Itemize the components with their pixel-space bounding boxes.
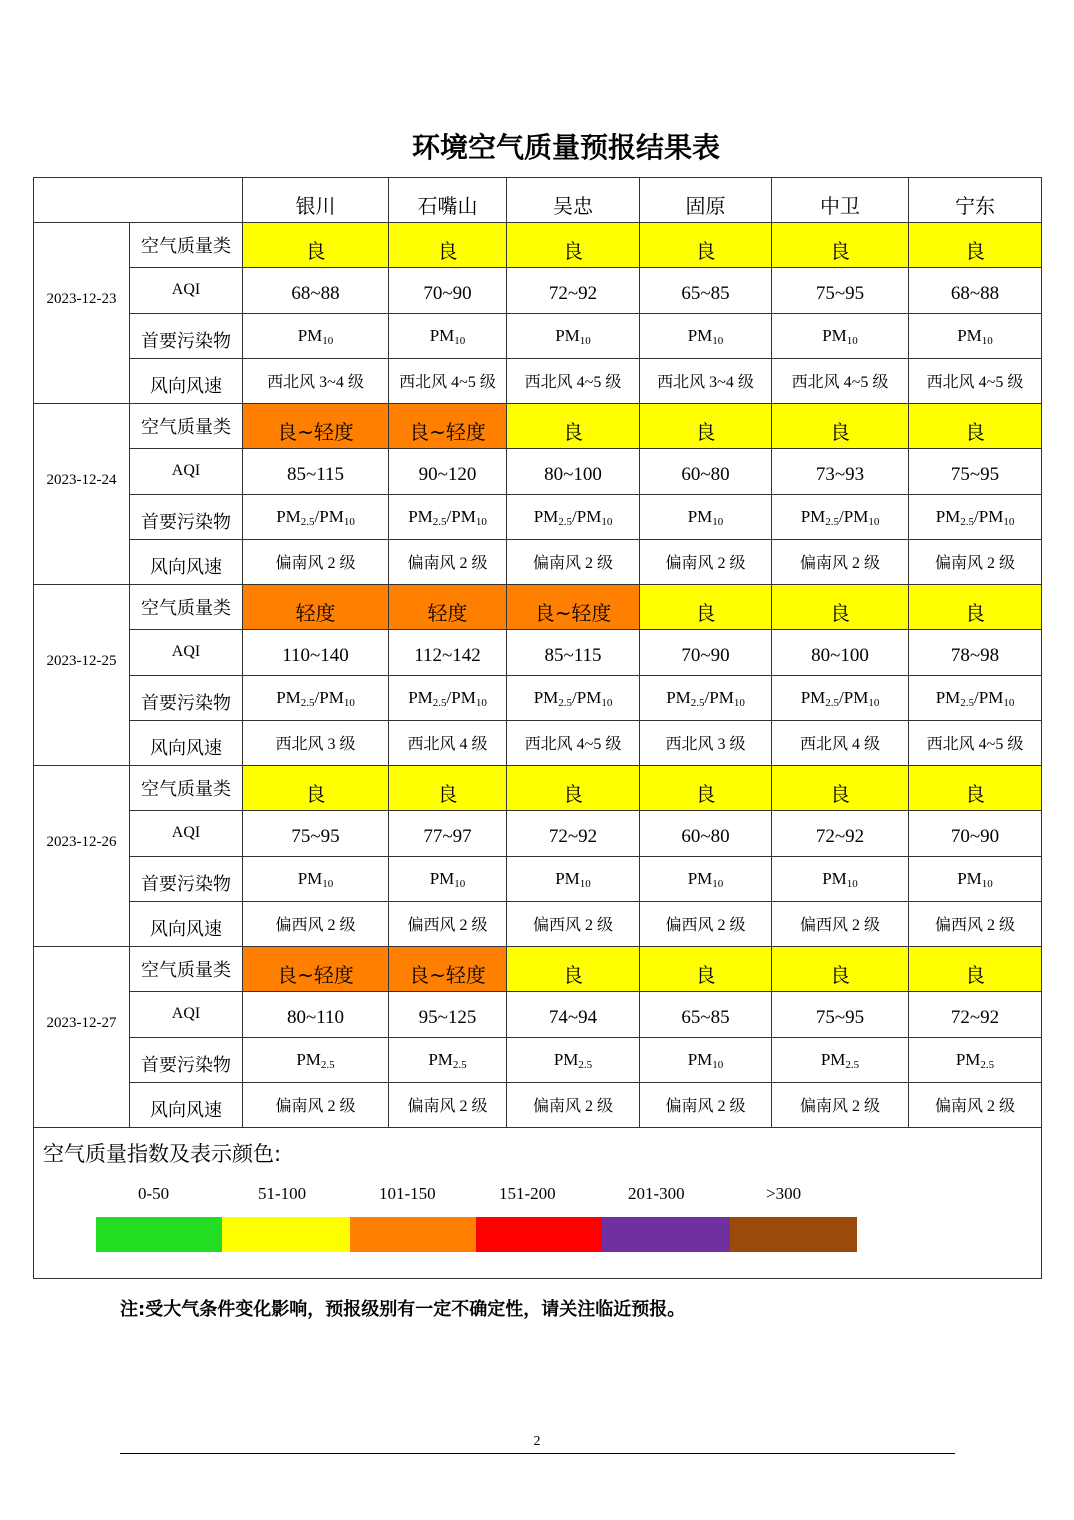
pollutant-cell: $PM_{2.5}/PM_{10}$ <box>909 494 1042 539</box>
quality-cell: 良 <box>640 585 772 630</box>
row-label-quality: 空气质量类 <box>130 947 243 992</box>
row-label-aqi: AQI <box>130 992 243 1037</box>
pollutant-cell: $PM_{10}$ <box>640 494 772 539</box>
subscript: 2.5 <box>300 696 315 709</box>
pollutant-cell: $PM_{10}$ <box>389 313 507 358</box>
quality-cell: 良 <box>909 766 1042 811</box>
forecast-row-pollutant <box>34 1037 1042 1082</box>
pollutant-cell: $PM_{2.5}/PM_{10}$ <box>772 675 909 720</box>
legend-range-label: 0-50 <box>138 1184 170 1203</box>
wind-cell: 偏南风 2 级 <box>243 539 389 584</box>
wind-cell: 偏南风 2 级 <box>772 539 909 584</box>
footer-divider <box>120 1453 955 1454</box>
subscript: 10 <box>868 696 880 709</box>
forecast-row-pollutant <box>34 494 1042 539</box>
row-label-pollutant: 首要污染物 <box>130 675 243 720</box>
date-cell: 2023-12-24 <box>34 404 130 585</box>
row-label-pollutant: 首要污染物 <box>130 856 243 901</box>
subscript: 2.5 <box>845 1058 860 1071</box>
legend-color-swatch <box>602 1217 730 1252</box>
aqi-cell: 72~92 <box>507 811 640 856</box>
forecast-row-pollutant <box>34 675 1042 720</box>
legend-color-swatch <box>350 1217 476 1252</box>
subscript: 10 <box>343 515 355 528</box>
aqi-cell: 65~85 <box>640 992 772 1037</box>
aqi-cell: 80~100 <box>772 630 909 675</box>
quality-cell: 良~轻度 <box>243 404 389 449</box>
legend-color-swatch <box>96 1217 222 1252</box>
subscript: 10 <box>712 1058 724 1071</box>
wind-cell: 偏南风 2 级 <box>389 539 507 584</box>
forecast-row-quality <box>34 766 1042 811</box>
quality-cell: 良 <box>772 585 909 630</box>
legend-body <box>34 1128 1042 1279</box>
subscript: 10 <box>846 877 858 890</box>
forecast-row-quality <box>34 585 1042 630</box>
wind-cell: 偏南风 2 级 <box>909 1082 1042 1127</box>
quality-cell: 良 <box>507 766 640 811</box>
pollutant-cell: $PM_{10}$ <box>243 856 389 901</box>
pollutant-cell: $PM_{10}$ <box>640 1037 772 1082</box>
forecast-row-aqi <box>34 630 1042 675</box>
city-header-guyuan: 固原 <box>640 178 772 223</box>
legend-row <box>34 1128 1042 1279</box>
date-cell: 2023-12-26 <box>34 766 130 947</box>
aqi-cell: 78~98 <box>909 630 1042 675</box>
wind-cell: 偏南风 2 级 <box>909 539 1042 584</box>
subscript: 10 <box>712 515 724 528</box>
quality-cell: 良 <box>909 404 1042 449</box>
legend-color-swatch <box>476 1217 602 1252</box>
quality-cell: 良 <box>507 223 640 268</box>
subscript: 10 <box>322 334 334 347</box>
aqi-cell: 65~85 <box>640 268 772 313</box>
aqi-cell: 77~97 <box>389 811 507 856</box>
wind-cell: 西北风 3~4 级 <box>640 358 772 403</box>
forecast-row-aqi <box>34 811 1042 856</box>
pollutant-cell: $PM_{10}$ <box>640 856 772 901</box>
wind-cell: 偏南风 2 级 <box>772 1082 909 1127</box>
row-label-wind: 风向风速 <box>130 358 243 403</box>
aqi-cell: 60~80 <box>640 449 772 494</box>
forecast-row-wind <box>34 1082 1042 1127</box>
pollutant-cell: $PM_{10}$ <box>507 856 640 901</box>
quality-cell: 良 <box>772 947 909 992</box>
quality-cell: 良 <box>507 947 640 992</box>
row-label-aqi: AQI <box>130 811 243 856</box>
row-label-quality: 空气质量类 <box>130 223 243 268</box>
quality-cell: 轻度 <box>389 585 507 630</box>
quality-cell: 良 <box>772 223 909 268</box>
pollutant-cell: $PM_{2.5}$ <box>909 1037 1042 1082</box>
row-label-pollutant: 首要污染物 <box>130 494 243 539</box>
pollutant-cell: $PM_{10}$ <box>909 313 1042 358</box>
quality-cell: 良 <box>909 585 1042 630</box>
legend-color-swatch <box>730 1217 857 1252</box>
subscript: 10 <box>454 877 466 890</box>
wind-cell: 偏西风 2 级 <box>772 901 909 946</box>
wind-cell: 偏西风 2 级 <box>909 901 1042 946</box>
quality-cell: 良 <box>389 766 507 811</box>
legend-range-label: 201-300 <box>628 1184 685 1203</box>
table-header <box>34 178 1042 223</box>
forecast-row-wind <box>34 539 1042 584</box>
page-number: 2 <box>533 1434 541 1449</box>
pollutant-cell: $PM_{10}$ <box>389 856 507 901</box>
wind-cell: 偏南风 2 级 <box>507 539 640 584</box>
subscript: 2.5 <box>825 696 840 709</box>
aqi-cell: 80~110 <box>243 992 389 1037</box>
subscript: 10 <box>322 877 334 890</box>
forecast-row-wind <box>34 901 1042 946</box>
date-cell: 2023-12-25 <box>34 585 130 766</box>
subscript: 10 <box>712 334 724 347</box>
aqi-cell: 70~90 <box>389 268 507 313</box>
wind-cell: 西北风 4~5 级 <box>772 358 909 403</box>
subscript: 2.5 <box>300 515 315 528</box>
pollutant-cell: $PM_{2.5}/PM_{10}$ <box>640 675 772 720</box>
quality-cell: 良~轻度 <box>243 947 389 992</box>
wind-cell: 偏南风 2 级 <box>640 539 772 584</box>
subscript: 2.5 <box>825 515 840 528</box>
row-label-aqi: AQI <box>130 630 243 675</box>
quality-cell: 良 <box>640 404 772 449</box>
header-corner-cell <box>34 178 243 223</box>
date-cell: 2023-12-27 <box>34 947 130 1128</box>
aqi-cell: 68~88 <box>243 268 389 313</box>
pollutant-cell: $PM_{10}$ <box>909 856 1042 901</box>
pollutant-cell: $PM_{10}$ <box>772 313 909 358</box>
row-label-aqi: AQI <box>130 268 243 313</box>
pollutant-cell: $PM_{2.5}/PM_{10}$ <box>507 494 640 539</box>
wind-cell: 西北风 4~5 级 <box>507 358 640 403</box>
quality-cell: 良 <box>507 404 640 449</box>
subscript: 10 <box>475 515 487 528</box>
quality-cell: 良~轻度 <box>389 947 507 992</box>
subscript: 10 <box>733 696 745 709</box>
row-label-pollutant: 首要污染物 <box>130 313 243 358</box>
wind-cell: 西北风 4~5 级 <box>909 720 1042 765</box>
pollutant-cell: $PM_{2.5}/PM_{10}$ <box>243 675 389 720</box>
aqi-cell: 80~100 <box>507 449 640 494</box>
wind-cell: 偏西风 2 级 <box>640 901 772 946</box>
aqi-cell: 110~140 <box>243 630 389 675</box>
subscript: 2.5 <box>578 1058 593 1071</box>
forecast-row-quality <box>34 404 1042 449</box>
wind-cell: 西北风 3~4 级 <box>243 358 389 403</box>
quality-cell: 良 <box>640 947 772 992</box>
pollutant-cell: $PM_{2.5}/PM_{10}$ <box>507 675 640 720</box>
subscript: 10 <box>579 334 591 347</box>
document-title: 环境空气质量预报结果表 <box>411 131 720 164</box>
quality-cell: 轻度 <box>243 585 389 630</box>
pollutant-cell: $PM_{2.5}$ <box>507 1037 640 1082</box>
subscript: 10 <box>579 877 591 890</box>
aqi-cell: 85~115 <box>243 449 389 494</box>
subscript: 10 <box>454 334 466 347</box>
wind-cell: 西北风 3 级 <box>640 720 772 765</box>
legend-range-label: 101-150 <box>379 1184 436 1203</box>
quality-cell: 良 <box>243 223 389 268</box>
subscript: 2.5 <box>690 696 705 709</box>
row-label-quality: 空气质量类 <box>130 404 243 449</box>
subscript: 2.5 <box>960 515 975 528</box>
aqi-cell: 85~115 <box>507 630 640 675</box>
quality-cell: 良~轻度 <box>507 585 640 630</box>
wind-cell: 偏南风 2 级 <box>507 1082 640 1127</box>
aqi-cell: 75~95 <box>243 811 389 856</box>
aqi-cell: 75~95 <box>772 992 909 1037</box>
aqi-cell: 70~90 <box>909 811 1042 856</box>
pollutant-cell: $PM_{10}$ <box>640 313 772 358</box>
forecast-row-aqi <box>34 992 1042 1037</box>
forecast-row-aqi <box>34 449 1042 494</box>
wind-cell: 偏南风 2 级 <box>640 1082 772 1127</box>
subscript: 2.5 <box>960 696 975 709</box>
wind-cell: 偏西风 2 级 <box>243 901 389 946</box>
legend-title: 空气质量指数及表示颜色: <box>43 1142 282 1166</box>
subscript: 2.5 <box>558 515 573 528</box>
subscript: 2.5 <box>452 1058 467 1071</box>
pollutant-cell: $PM_{2.5}/PM_{10}$ <box>909 675 1042 720</box>
pollutant-cell: $PM_{2.5}/PM_{10}$ <box>243 494 389 539</box>
city-header-shizuishan: 石嘴山 <box>389 178 507 223</box>
quality-cell: 良 <box>909 223 1042 268</box>
forecast-row-pollutant <box>34 313 1042 358</box>
date-cell: 2023-12-23 <box>34 223 130 404</box>
aqi-cell: 73~93 <box>772 449 909 494</box>
subscript: 2.5 <box>320 1058 335 1071</box>
pollutant-cell: $PM_{10}$ <box>507 313 640 358</box>
wind-cell: 西北风 4~5 级 <box>909 358 1042 403</box>
legend-range-label: 151-200 <box>499 1184 556 1203</box>
forecast-body <box>34 223 1042 1128</box>
air-quality-forecast-table <box>33 177 1042 1279</box>
subscript: 10 <box>846 334 858 347</box>
aqi-cell: 112~142 <box>389 630 507 675</box>
legend-color-swatch <box>222 1217 350 1252</box>
aqi-cell: 72~92 <box>772 811 909 856</box>
city-header-wuzhong: 吴忠 <box>507 178 640 223</box>
wind-cell: 偏西风 2 级 <box>389 901 507 946</box>
subscript: 10 <box>601 696 613 709</box>
aqi-cell: 75~95 <box>909 449 1042 494</box>
quality-cell: 良 <box>640 223 772 268</box>
forecast-row-quality <box>34 223 1042 268</box>
row-label-wind: 风向风速 <box>130 720 243 765</box>
subscript: 10 <box>475 696 487 709</box>
subscript: 2.5 <box>432 515 447 528</box>
subscript: 2.5 <box>980 1058 995 1071</box>
header-row <box>34 178 1042 223</box>
subscript: 10 <box>343 696 355 709</box>
quality-cell: 良~轻度 <box>389 404 507 449</box>
row-label-quality: 空气质量类 <box>130 585 243 630</box>
row-label-wind: 风向风速 <box>130 1082 243 1127</box>
legend-range-label: 51-100 <box>258 1184 307 1203</box>
wind-cell: 偏西风 2 级 <box>507 901 640 946</box>
city-header-yinchuan: 银川 <box>243 178 389 223</box>
forecast-row-pollutant <box>34 856 1042 901</box>
subscript: 10 <box>712 877 724 890</box>
city-header-ningdong: 宁东 <box>909 178 1042 223</box>
pollutant-cell: $PM_{2.5}/PM_{10}$ <box>389 675 507 720</box>
aqi-cell: 70~90 <box>640 630 772 675</box>
wind-cell: 偏南风 2 级 <box>243 1082 389 1127</box>
row-label-quality: 空气质量类 <box>130 766 243 811</box>
subscript: 10 <box>981 334 993 347</box>
subscript: 10 <box>868 515 880 528</box>
pollutant-cell: $PM_{10}$ <box>243 313 389 358</box>
aqi-cell: 60~80 <box>640 811 772 856</box>
subscript: 10 <box>981 877 993 890</box>
pollutant-cell: $PM_{2.5}/PM_{10}$ <box>772 494 909 539</box>
forecast-row-quality <box>34 947 1042 992</box>
aqi-cell: 74~94 <box>507 992 640 1037</box>
subscript: 10 <box>1003 696 1015 709</box>
pollutant-cell: $PM_{2.5}$ <box>772 1037 909 1082</box>
row-label-pollutant: 首要污染物 <box>130 1037 243 1082</box>
wind-cell: 西北风 4~5 级 <box>389 358 507 403</box>
subscript: 2.5 <box>558 696 573 709</box>
quality-cell: 良 <box>772 404 909 449</box>
city-header-zhongwei: 中卫 <box>772 178 909 223</box>
subscript: 10 <box>601 515 613 528</box>
quality-cell: 良 <box>772 766 909 811</box>
aqi-color-legend <box>34 1128 1041 1278</box>
wind-cell: 西北风 4 级 <box>389 720 507 765</box>
legend-range-label: >300 <box>766 1184 802 1203</box>
wind-cell: 西北风 3 级 <box>243 720 389 765</box>
pollutant-cell: $PM_{2.5}$ <box>243 1037 389 1082</box>
quality-cell: 良 <box>389 223 507 268</box>
subscript: 2.5 <box>432 696 447 709</box>
subscript: 10 <box>1003 515 1015 528</box>
wind-cell: 偏南风 2 级 <box>389 1082 507 1127</box>
aqi-cell: 68~88 <box>909 268 1042 313</box>
pollutant-cell: $PM_{2.5}$ <box>389 1037 507 1082</box>
quality-cell: 良 <box>640 766 772 811</box>
aqi-cell: 75~95 <box>772 268 909 313</box>
aqi-cell: 72~92 <box>909 992 1042 1037</box>
wind-cell: 西北风 4~5 级 <box>507 720 640 765</box>
aqi-cell: 72~92 <box>507 268 640 313</box>
forecast-row-wind <box>34 720 1042 765</box>
pollutant-cell: $PM_{2.5}/PM_{10}$ <box>389 494 507 539</box>
row-label-aqi: AQI <box>130 449 243 494</box>
aqi-cell: 90~120 <box>389 449 507 494</box>
quality-cell: 良 <box>243 766 389 811</box>
pollutant-cell: $PM_{10}$ <box>772 856 909 901</box>
forecast-note: 注:受大气条件变化影响，预报级别有一定不确定性，请关注临近预报。 <box>120 1299 686 1320</box>
wind-cell: 西北风 4 级 <box>772 720 909 765</box>
quality-cell: 良 <box>909 947 1042 992</box>
aqi-cell: 95~125 <box>389 992 507 1037</box>
row-label-wind: 风向风速 <box>130 901 243 946</box>
row-label-wind: 风向风速 <box>130 539 243 584</box>
forecast-row-aqi <box>34 268 1042 313</box>
forecast-row-wind <box>34 358 1042 403</box>
legend-cell <box>34 1128 1042 1279</box>
